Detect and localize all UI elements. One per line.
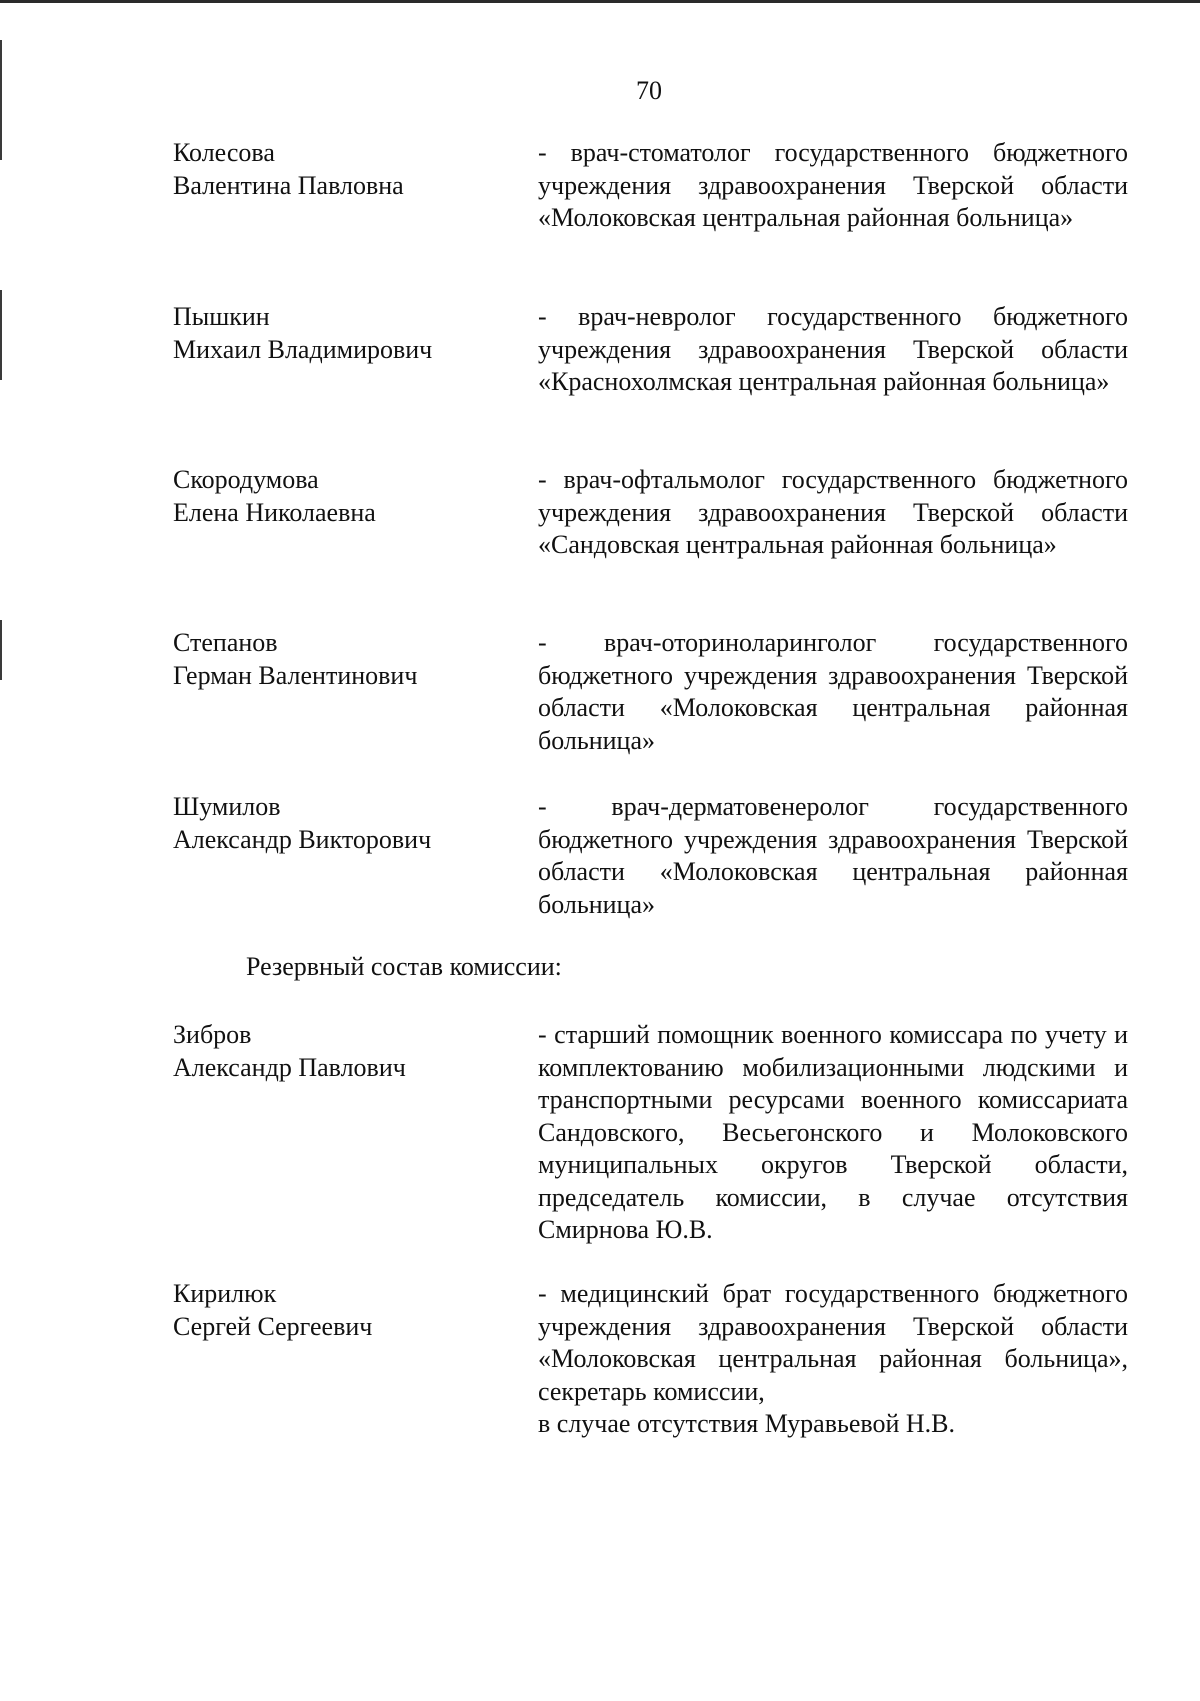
member-surname: Степанов <box>173 628 278 657</box>
member-given-names: Валентина Павловна <box>173 170 404 200</box>
member-given-names: Михаил Владимирович <box>173 334 433 364</box>
scan-left-mark <box>0 290 2 380</box>
member-name <box>173 301 513 366</box>
member-given-names: Елена Николаевна <box>173 497 376 527</box>
member-surname: Шумилов <box>173 792 281 821</box>
scan-left-mark <box>0 620 2 680</box>
member-name <box>173 464 513 529</box>
reserve-heading: Резервный состав комиссии: <box>246 952 562 981</box>
member-name <box>173 137 513 202</box>
member-given-names: Герман Валентинович <box>173 660 418 690</box>
member-given-names: Александр Павлович <box>173 1052 406 1082</box>
member-role: - врач-оториноларинголог государственного бюджетного учреждения здравоохранения Тверской области «Молоковская центральная районная больница» <box>538 628 1128 755</box>
member-role: - врач-невролог государственного бюджетного учреждения здравоохранения Тверской области «Краснохолмская центральная районная больница» <box>538 302 1128 396</box>
member-surname: Зибров <box>173 1020 252 1049</box>
member-surname: Пышкин <box>173 302 270 331</box>
member-surname: Кирилюк <box>173 1279 277 1308</box>
member-name <box>173 1278 513 1343</box>
member-name <box>173 1019 513 1084</box>
page-number: 70 <box>636 76 662 105</box>
member-role: - медицинский брат государственного бюджетного учреждения здравоохранения Тверской области «Молоковская центральная районная больница», секретарь комиссии, в случае отсутствия Муравьевой Н.В. <box>538 1279 1128 1438</box>
member-given-names: Сергей Сергеевич <box>173 1311 373 1341</box>
member-name <box>173 791 513 856</box>
member-given-names: Александр Викторович <box>173 824 432 854</box>
member-surname: Колесова <box>173 138 275 167</box>
member-role: - старший помощник военного комиссара по учету и комплектованию мобилизационными людскими и транспортными ресурсами военного комиссариата Сандовского, Весьегонского и Молоковского муниципальных округов Тверской области, председатель комиссии, в случае отсутствия Смирнова Ю.В. <box>538 1020 1128 1244</box>
member-role: - врач-дерматовенеролог государственного бюджетного учреждения здравоохранения Тверской области «Молоковская центральная районная больница» <box>538 792 1128 919</box>
member-role: - врач-стоматолог государственного бюджетного учреждения здравоохранения Тверской области «Молоковская центральная районная больница» <box>538 138 1128 232</box>
member-role: - врач-офтальмолог государственного бюджетного учреждения здравоохранения Тверской области «Сандовская центральная районная больница» <box>538 465 1128 559</box>
member-name <box>173 627 513 692</box>
member-surname: Скородумова <box>173 465 319 494</box>
scan-top-border <box>0 0 1200 3</box>
